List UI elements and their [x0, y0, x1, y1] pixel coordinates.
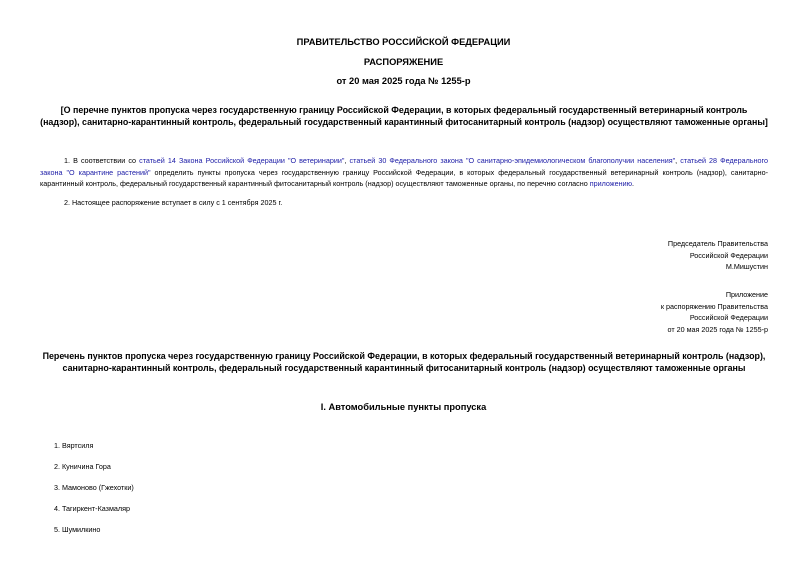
- list-item: 2. Куничина Гора: [54, 462, 111, 471]
- appendix-reference: [661, 289, 768, 335]
- law-sanitary-link[interactable]: статьей 30 Федерального закона "О санитарно-эпидемиологическом благополучии населения": [349, 156, 676, 165]
- signature-name: М.Мишустин: [725, 262, 768, 271]
- list-item: 1. Вяртсиля: [54, 441, 94, 450]
- appendix-to-order: к распоряжению Правительства: [660, 301, 768, 311]
- signature-block: [668, 238, 768, 273]
- document-subject: [О перечне пунктов пропуска через государственную границу Российской Федерации, в которых федеральный государственный ветеринарный контроль (надзор), санитарно-карантинный контроль, федеральный государственный карантинный фитосанитарный контроль (надзор) осуществляют таможенные органы]: [40, 105, 768, 127]
- signature-country: Российской Федерации: [689, 250, 768, 260]
- list-item: 3. Мамоново (Гжехотки): [54, 483, 134, 492]
- paragraph-1: [40, 155, 768, 190]
- law-plant-quarantine-link[interactable]: статьей 28 Федерального закона "О карантине растений": [40, 156, 768, 177]
- list-item: 4. Тагиркент-Казмаляр: [54, 504, 130, 513]
- paragraph-1-text-e: .: [631, 179, 634, 189]
- list-title: Перечень пунктов пропуска через государственную границу Российской Федерации, в которых федеральный государственный ветеринарный контроль (надзор), санитарно-карантинный контроль, федеральный государственный карантинный фитосанитарный контроль (надзор) осуществляют таможенные органы: [42, 351, 766, 373]
- signature-title: Председатель Правительства: [667, 239, 768, 248]
- paragraph-1-text-a: 1. В соответствии со: [64, 156, 140, 165]
- document-date-number: от 20 мая 2025 года № 1255-р: [336, 76, 471, 86]
- paragraph-1-text-d: определить пункты пропуска через государственную границу Российской Федерации, в которых федеральный государственный ветеринарный контроль (надзор), санитарно-карантинный контроль, федеральный государственный карантинный фитосанитарный контроль (надзор) осуществляют таможенные органы, по перечню согласно: [40, 167, 769, 189]
- list-item: 5. Шумилкино: [54, 525, 101, 534]
- appendix-link[interactable]: приложению: [589, 179, 632, 189]
- section-title: I. Автомобильные пункты пропуска: [320, 402, 487, 412]
- appendix-country: Российской Федерации: [689, 313, 768, 322]
- paragraph-2: 2. Настоящее распоряжение вступает в силу с 1 сентября 2025 г.: [64, 198, 283, 207]
- appendix-label: Приложение: [725, 290, 768, 299]
- paragraph-1-text-c: ,: [675, 156, 681, 165]
- document-type: РАСПОРЯЖЕНИЕ: [363, 57, 444, 67]
- paragraph-1-text-b: ,: [344, 156, 350, 165]
- government-heading: ПРАВИТЕЛЬСТВО РОССИЙСКОЙ ФЕДЕРАЦИИ: [296, 37, 511, 47]
- law-veterinary-link[interactable]: статьей 14 Закона Российской Федерации "О ветеринарии": [139, 156, 345, 165]
- appendix-date: от 20 мая 2025 года № 1255-р: [667, 324, 768, 334]
